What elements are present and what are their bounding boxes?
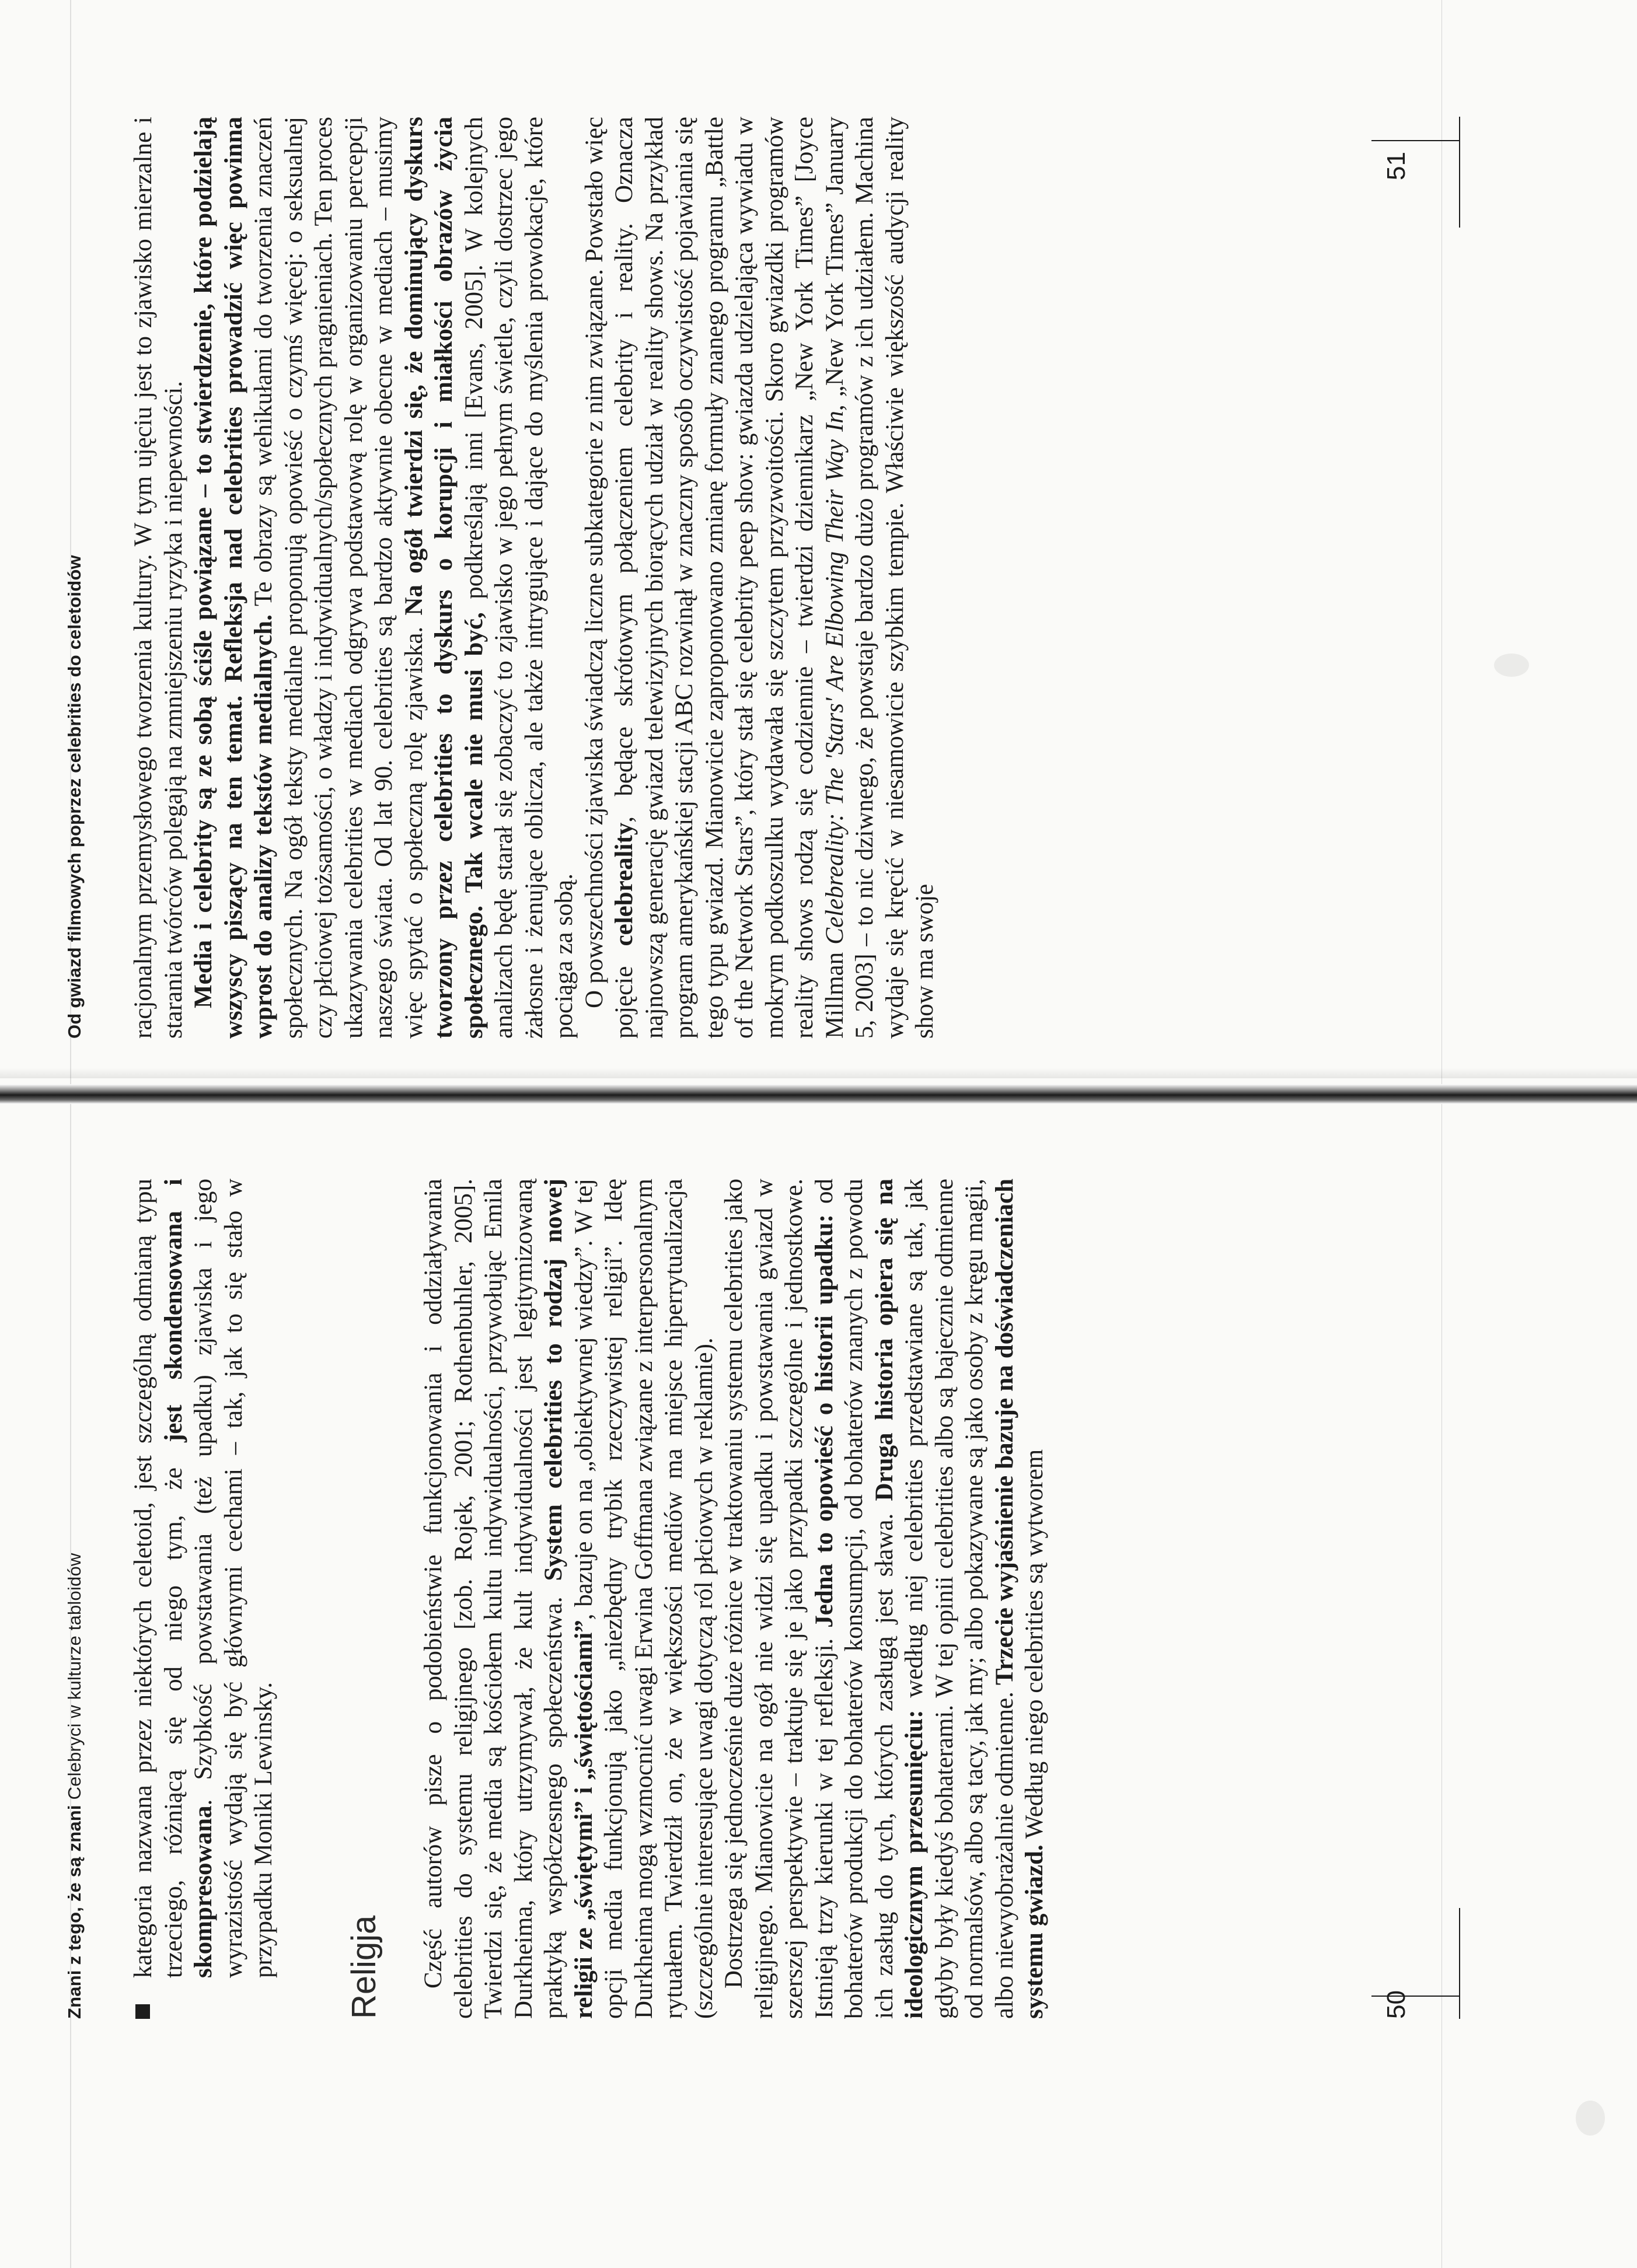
emphasis: jest skondensowana i skompresowana bbox=[159, 1179, 217, 1978]
emphasis: celebreality bbox=[610, 822, 638, 946]
paragraph bbox=[189, 117, 580, 1039]
bullet-item bbox=[128, 1179, 279, 2019]
book-spine bbox=[0, 1084, 1637, 1104]
page-number-rule bbox=[1459, 1908, 1460, 2019]
text: , bazuje on na „obiektywnej wiedzy”. W tej opcji media funkcjonują jako „niezbędny trybik rzeczywistej religii”. Ideę Durkheima mogą wzmocnić uwagi Erwina Goffmana związane z interpersonalnym rytuałem. Twierdził on, że w większości mediów ma miejsce hiperrytualizacja (szczególnie interesujące uwagi dotyczą ról płciowych w reklamie). bbox=[570, 1179, 718, 2019]
bullet-square-icon bbox=[135, 2004, 150, 2019]
text: od bohaterów produkcji do bohaterów konsumpcji, od bohaterów znanych z powodu ich zasług do tych, których zasługą jest sława. bbox=[810, 1179, 898, 2019]
text: Część autorów pisze o podobieństwie funkcjonowania i oddziaływania celebrities do systemu religijnego [zob. Rojek, 2001; Rothenbuhler, 2005]. Twierdzi się, że media są kościołem kultu indywidualności, przywołując Emila Durkheima, który utrzymywał, że kult indywidualności jest legitymizowaną praktyką współczesnego społeczeństwa. bbox=[420, 1179, 567, 2019]
page-number-rule bbox=[1459, 117, 1460, 228]
text: według niej celebrities przedstawiane są tak, jak gdyby były kiedyś bohaterami. W tej opinii celebrities albo są bajecznie odmienne od normalsów, albo są tacy, jak my; albo pokazywane są jako osoby z kręgu magii, albo niewyobrażalnie odmienne. bbox=[900, 1179, 1018, 2019]
text: , będące skrótowym połączeniem celebrity i reality. Oznacza najnowszą generację gwiazd telewizyjnych biorących udział w reality shows. Na przykład program amerykańskiej stacji ABC rozwinął w znaczny sposób oczywistość pojawiania się tego typu gwiazd. Mianowicie zaproponowano zmianę formuły znanego programu „Battle of the Network Stars”, który stał się celebrity peep show: gwiazda udzielająca wywiadu w mokrym podkoszulku wydawała się szczytem przyzwoitości. Skoro gwiazdki programów reality shows rodzą się codziennie – twierdzi dziennikarz „New York Times” [Joyce Millman bbox=[610, 117, 849, 1039]
page-number-rule bbox=[1371, 140, 1459, 141]
text: kategoria nazwana przez niektórych celetoid, jest szczególną odmianą typu trzeciego, różniącą się od niego tym, że bbox=[130, 1179, 187, 1978]
header-subtitle: Celebryci w kulturze tabloidów bbox=[64, 1553, 85, 1800]
page-51-body bbox=[128, 117, 940, 1039]
emphasis: Trzecie wyjaśnienie bazuje na doświadczeniach systemu gwiazd. bbox=[990, 1179, 1048, 2019]
running-header bbox=[64, 1553, 85, 2019]
paragraph bbox=[580, 117, 940, 1039]
emphasis: Na ogół twierdzi się, że dominujący dyskurs tworzony przez celebrities to dyskurs o korupcji i miałkości obrazów życia społecznego. Tak wcale nie musi być, bbox=[400, 117, 488, 1039]
paragraph bbox=[418, 1179, 719, 2019]
emphasis: Druga historia opiera się na ideologicznym przesunięciu: bbox=[870, 1179, 928, 2019]
section-heading: Religja bbox=[344, 1915, 383, 2019]
text: . Szybkość powstawania (też upadku) zjawiska i jego wyrazistość wydają się być głównymi cechami – tak, jak to się stało w przypadku Moniki Lewinsky. bbox=[190, 1179, 277, 1978]
page-50-body bbox=[128, 1179, 1050, 2019]
page-51 bbox=[64, 117, 1488, 1039]
text: podkreślają inni [Evans, 2005]. W kolejnych analizach będę starał się zobaczyć to zjawisko w jego pełnym świetle, czyli dostrzec jego żałosne i żenujące oblicza, ale także intrygujące i dające do myślenia prowokacje, które pociąga za sobą. bbox=[460, 117, 578, 1039]
paragraph bbox=[719, 1179, 1050, 2019]
paragraph: racjonalnym przemysłowego tworzenia kultury. W tym ujęciu jest to zjawisko mierzalne i starania twórców polegają na zmniejszeniu ryzyka i niepewności. bbox=[130, 117, 187, 1039]
page-number: 50 bbox=[1382, 1990, 1411, 2019]
text: O powszechności zjawiska świadczą liczne subkategorie z nim związane. Powstało więc pojęcie bbox=[580, 117, 638, 1039]
running-header: Od gwiazd filmowych poprzez celebrities do celetoidów bbox=[64, 555, 85, 1039]
text: Według niego celebrities są wytworem bbox=[1021, 1449, 1048, 1845]
emphasis: Media i celebrity są ze sobą ściśle powiązane – to stwierdzenie, które podzielają wszyscy piszący na ten temat. Refleksja nad celebrities prowadzić więc powinna wprost do analizy tekstów medialnych. bbox=[190, 117, 277, 1039]
scan-smudge bbox=[1576, 2101, 1605, 2136]
page-number: 51 bbox=[1382, 152, 1411, 180]
page-50 bbox=[64, 1179, 1488, 2019]
text: , „New York Times” January 5, 2003] – to nic dziwnego, że powstaje bardzo dużo programów z ich udziałem. Machina wydaje się kręcić w niesamowicie szybkim tempie. Właściwie większość audycji reality show ma swoje bbox=[821, 116, 938, 1039]
header-title: Znani z tego, że są znani bbox=[64, 1805, 85, 2019]
emphasis: Jedna to opowieść o historii upadku: bbox=[810, 1214, 838, 1628]
scan-smudge bbox=[1494, 654, 1529, 677]
text: Te obrazy są wehikułami do tworzenia znaczeń społecznych. Na ogół teksty medialne proponują opowieść o czymś więcej: o seksualnej czy płciowej tożsamości, o władzy i indywidualnych/społecznych pragnieniach. Ten proces ukazywania celebrities w mediach odgrywa podstawową rolę w organizowaniu percepcji naszego świata. Od lat 90. celebrities są bardzo aktywnie obecne w mediach – musimy więc spytać o społeczną rolę zjawiska. bbox=[250, 117, 428, 1039]
italic-title: Celebreality: The 'Stars' Are Elbowing Their Way In bbox=[821, 411, 849, 945]
text: Dostrzega się jednocześnie duże różnice w traktowaniu systemu celebrities jako religijnego. Mianowicie na ogół nie widzi się upadku i powstawania gwiazd w szerszej perspektywie – traktuje się je jako przypadki szczególne i jednostkowe. Istnieją trzy kierunki w tej refleksji. bbox=[720, 1179, 838, 2019]
emphasis: System celebrities to rodzaj nowej religii ze „świętymi” i „świętościami” bbox=[540, 1179, 598, 2019]
spine-shadow bbox=[0, 1068, 1637, 1078]
